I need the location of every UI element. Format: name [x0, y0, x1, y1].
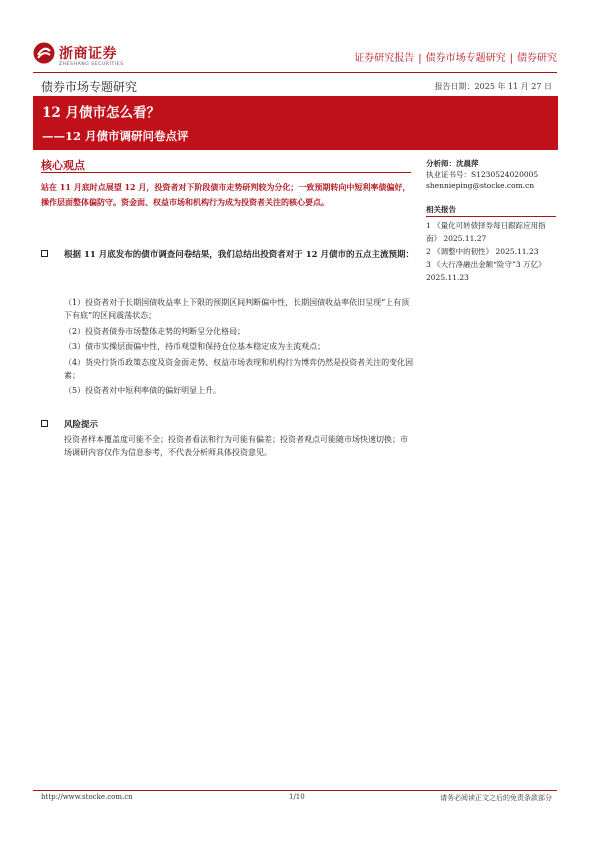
- footer-url[interactable]: http://www.stocke.com.cn: [41, 793, 133, 801]
- analyst-name: 分析师：沈晨萍: [426, 159, 479, 168]
- nav-item-bond-market-topic: 债券市场专题研究: [425, 53, 506, 64]
- core-view-divider: [41, 172, 411, 173]
- related-report-item[interactable]: 3 《大行净融出金额“险守”3 万亿》 2025.11.23: [426, 260, 546, 282]
- nav-separator: |: [418, 53, 422, 64]
- related-report-item[interactable]: 1 《量化可转债择券每日跟踪应用指南》 2025.11.27: [426, 221, 546, 243]
- square-bullet-icon: [41, 420, 48, 427]
- list-item: （3）债市实操层面偏中性，持币观望和保持仓位基本稳定成为主流观点；: [64, 342, 326, 352]
- list-item: （4）货央行货币政策态度及资金面走势、权益市场表现和机构行为博弈仍然是投资者关注的变化因素；: [64, 357, 414, 380]
- report-date: 报告日期：2025 年 11 月 27 日: [434, 82, 552, 91]
- nav-item-securities-research: 证券研究报告: [354, 53, 415, 64]
- related-reports-divider: [426, 216, 556, 217]
- report-subtitle: ——12 月债市调研问卷点评: [42, 129, 189, 143]
- footer-divider: [33, 790, 557, 791]
- logo-text: 浙商证券: [59, 46, 117, 62]
- footer-disclaimer: 请务必阅读正文之后的免责条款部分: [440, 794, 552, 802]
- report-type-label: 债券市场专题研究: [41, 80, 138, 94]
- header-divider: [33, 72, 557, 73]
- analyst-email[interactable]: shennieping@stocke.com.cn: [426, 181, 535, 190]
- list-item: （1）投资者对于长期国债收益率上下限的预期区间判断偏中性，长期国债收益率依旧呈现“上有顶下有底”的区间震荡状态；: [64, 298, 410, 320]
- logo-mark-icon: [33, 42, 55, 64]
- title-banner: [33, 96, 558, 150]
- risk-heading: 风险提示: [64, 420, 99, 430]
- findings-list: [64, 296, 414, 400]
- logo-english-text: ZHESHANG SECURITIES: [59, 62, 124, 67]
- core-view-heading: 核心观点: [41, 159, 85, 172]
- list-item: （2）投资者债券市场整体走势的判断呈分化格局；: [64, 326, 246, 336]
- related-report-item[interactable]: 2 《调整中的韧性》 2025.11.23: [426, 247, 539, 256]
- analyst-license: 执业证书号：S1230524020005: [426, 170, 539, 179]
- square-bullet-icon: [41, 250, 48, 257]
- nav-item-bond-research: 债券研究: [517, 53, 557, 64]
- analyst-info: [426, 158, 538, 191]
- list-item: （5）投资者对中短利率债的偏好明显上升。: [64, 386, 222, 396]
- related-reports-list: [426, 219, 558, 284]
- page-number: 1/10: [289, 793, 305, 801]
- main-findings-heading: 根据 11 月底发布的债市调查问卷结果，我们总结出投资者对于 12 月债市的五点主流预期：: [64, 250, 414, 260]
- risk-text: 投资者样本覆盖度可能不全；投资者看法和行为可能有偏差；投资者观点可能随市场快速切换；市场调研内容仅作为信息参考，不代表分析师具体投资意见。: [64, 435, 408, 457]
- company-logo: [33, 40, 133, 70]
- nav-separator: |: [509, 53, 513, 64]
- core-view-summary: 站在 11 月底时点展望 12 月，投资者对下阶段债市走势研判较为分化；一致预期转向中短利率债偏好，操作层面整体偏防守。资金面、权益市场和机构行为成为投资者关注的核心要点。: [41, 182, 411, 207]
- report-title: 12 月债市怎么看？: [42, 105, 160, 121]
- top-category-nav: [354, 49, 557, 64]
- related-reports-heading: 相关报告: [426, 205, 456, 214]
